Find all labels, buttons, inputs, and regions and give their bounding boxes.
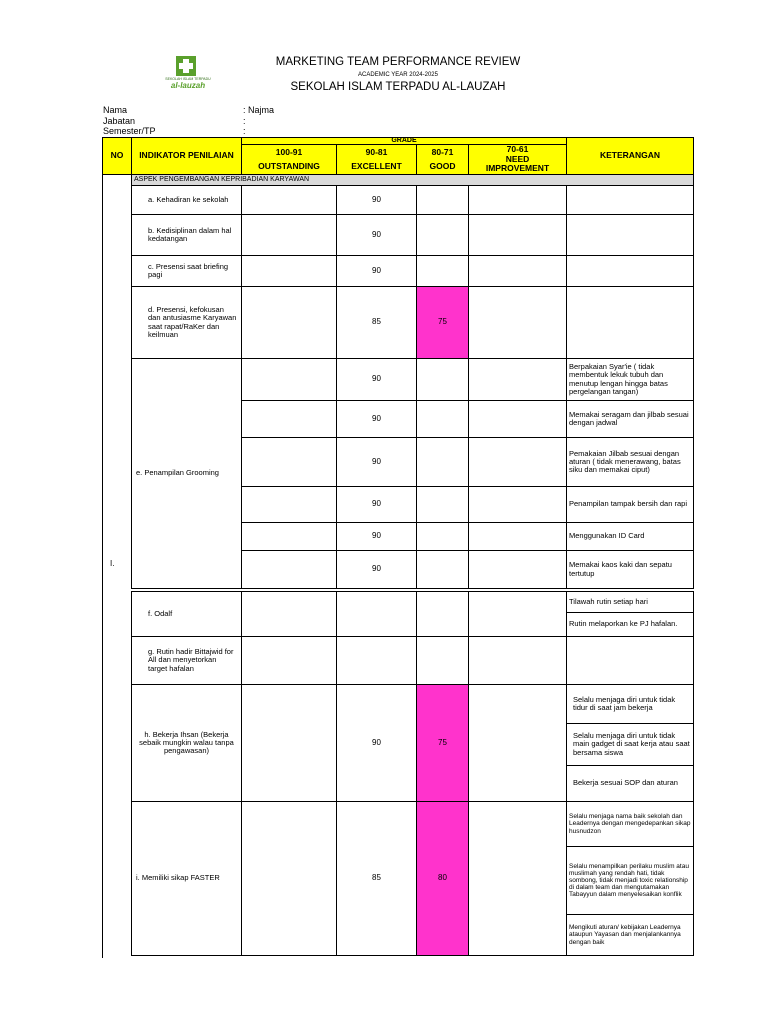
row-a-good bbox=[416, 185, 469, 215]
row-g-label: g. Rutin hadir Bittajwid for All dan menyetorkan target hafalan bbox=[131, 636, 242, 685]
logo-wordmark: al-lauzah bbox=[170, 81, 206, 90]
row-e3-good bbox=[416, 437, 469, 487]
row-c-need-improvement bbox=[468, 255, 567, 287]
row-e1-keterangan: Berpakaian Syar'ie ( tidak membentuk lekuk tubuh dan menutup lengan hingga batas pergelangan tangan) bbox=[566, 358, 694, 401]
row-h-keterangan-1: Selalu menjaga diri untuk tidak tidur di saat jam bekerja bbox=[566, 684, 694, 724]
row-e4-outstanding bbox=[241, 486, 337, 523]
row-e5-keterangan: Menggunakan ID Card bbox=[566, 522, 694, 551]
row-i-excellent: 85 bbox=[336, 801, 417, 956]
grade-label-excellent: EXCELLENT bbox=[351, 160, 402, 171]
header-grade: GRADE bbox=[241, 137, 567, 145]
row-f-keterangan-1: Tilawah rutin setiap hari bbox=[566, 591, 694, 613]
row-d-label: d. Presensi, kefokusan dan antusiasme Karyawan saat rapat/RaKer dan keilmuan bbox=[131, 286, 242, 359]
row-c-outstanding bbox=[241, 255, 337, 287]
grade-label-outstanding: OUTSTANDING bbox=[258, 160, 320, 171]
row-e5-good bbox=[416, 522, 469, 551]
logo-emblem-icon bbox=[176, 56, 196, 76]
row-g-excellent bbox=[336, 636, 417, 685]
no-column-left-border bbox=[102, 174, 103, 958]
row-i-keterangan-1: Selalu menjaga nama baik sekolah dan Leadernya dengan mengedepankan sikap husnudzon bbox=[566, 801, 694, 847]
row-e2-keterangan: Memakai seragam dan jilbab sesuai dengan jadwal bbox=[566, 400, 694, 438]
row-h-excellent: 90 bbox=[336, 684, 417, 802]
row-e1-need-improvement bbox=[468, 358, 567, 401]
header-grade-excellent bbox=[336, 144, 417, 175]
row-b-label: b. Kedisiplinan dalam hal kedatangan bbox=[131, 214, 242, 256]
row-c-label: c. Presensi saat briefing pagi bbox=[131, 255, 242, 287]
row-h-outstanding bbox=[241, 684, 337, 802]
row-g-need-improvement bbox=[468, 636, 567, 685]
row-g-keterangan bbox=[566, 636, 694, 685]
academic-year: ACADEMIC YEAR 2024-2025 bbox=[358, 72, 438, 78]
row-e3-excellent: 90 bbox=[336, 437, 417, 487]
row-e5-outstanding bbox=[241, 522, 337, 551]
row-c-good bbox=[416, 255, 469, 287]
row-f-need-improvement bbox=[468, 591, 567, 637]
row-b-excellent: 90 bbox=[336, 214, 417, 256]
row-d-need-improvement bbox=[468, 286, 567, 359]
row-d-keterangan bbox=[566, 286, 694, 359]
row-c-excellent: 90 bbox=[336, 255, 417, 287]
row-e2-good bbox=[416, 400, 469, 438]
header-no: NO bbox=[102, 137, 132, 175]
row-b-outstanding bbox=[241, 214, 337, 256]
row-h-keterangan-3: Bekerja sesuai SOP dan aturan bbox=[566, 765, 694, 802]
school-logo bbox=[165, 56, 211, 94]
grade-label-need-improvement: NEED IMPROVEMENT bbox=[485, 153, 550, 174]
grade-range-outstanding: 100-91 bbox=[275, 147, 303, 158]
grade-label-good: GOOD bbox=[429, 160, 456, 171]
row-e6-good bbox=[416, 550, 469, 589]
report-title: MARKETING TEAM PERFORMANCE REVIEW bbox=[275, 56, 521, 68]
jabatan-value: : bbox=[243, 116, 246, 126]
grade-range-need-improvement: 70-61 bbox=[506, 144, 529, 155]
school-name: SEKOLAH ISLAM TERPADU AL-LAUZAH bbox=[290, 81, 506, 93]
nama-label: Nama bbox=[103, 105, 128, 115]
row-i-need-improvement bbox=[468, 801, 567, 956]
row-e1-excellent: 90 bbox=[336, 358, 417, 401]
row-e5-need-improvement bbox=[468, 522, 567, 551]
row-e3-need-improvement bbox=[468, 437, 567, 487]
row-i-keterangan-2: Selalu menampilkan perilaku muslim atau muslimah yang rendah hati, tidak sombong, tidak menjadi toxic relationship di dalam team dan mengutamakan Tabayyun dalam menyelesaikan konflik bbox=[566, 846, 694, 915]
nama-value: : Najma bbox=[243, 105, 275, 115]
header-indikator: INDIKATOR PENILAIAN bbox=[131, 137, 242, 175]
grade-range-good: 80-71 bbox=[431, 147, 454, 158]
row-f-excellent bbox=[336, 591, 417, 637]
header-grade-need-improvement bbox=[468, 144, 567, 175]
row-e1-good bbox=[416, 358, 469, 401]
row-a-label: a. Kehadiran ke sekolah bbox=[131, 185, 242, 215]
row-g-good bbox=[416, 636, 469, 685]
row-e4-need-improvement bbox=[468, 486, 567, 523]
header-keterangan: KETERANGAN bbox=[566, 137, 694, 175]
row-e2-need-improvement bbox=[468, 400, 567, 438]
row-h-need-improvement bbox=[468, 684, 567, 802]
jabatan-label: Jabatan bbox=[103, 116, 136, 126]
row-a-excellent: 90 bbox=[336, 185, 417, 215]
row-e6-excellent: 90 bbox=[336, 550, 417, 589]
row-e2-excellent: 90 bbox=[336, 400, 417, 438]
row-e6-outstanding bbox=[241, 550, 337, 589]
row-e5-excellent: 90 bbox=[336, 522, 417, 551]
section-number: I. bbox=[110, 559, 115, 568]
row-e3-outstanding bbox=[241, 437, 337, 487]
row-e6-keterangan: Memakai kaos kaki dan sepatu tertutup bbox=[566, 550, 694, 589]
row-f-keterangan-2: Rutin melaporkan ke PJ hafalan. bbox=[566, 612, 694, 637]
row-c-keterangan bbox=[566, 255, 694, 287]
row-i-keterangan-3: Mengikuti aturan/ kebijakan Leadernya ataupun Yayasan dan menjalankannya dengan baik bbox=[566, 914, 694, 956]
row-e1-outstanding bbox=[241, 358, 337, 401]
row-e3-keterangan: Pemakaian Jilbab sesuai dengan aturan ( tidak menerawang, batas siku dan memakai ciput) bbox=[566, 437, 694, 487]
row-a-outstanding bbox=[241, 185, 337, 215]
row-e4-excellent: 90 bbox=[336, 486, 417, 523]
semester-value: : bbox=[243, 126, 246, 136]
row-f-good bbox=[416, 591, 469, 637]
row-e6-need-improvement bbox=[468, 550, 567, 589]
row-f-outstanding bbox=[241, 591, 337, 637]
row-a-keterangan bbox=[566, 185, 694, 215]
row-d-good: 75 bbox=[416, 286, 469, 359]
row-b-keterangan bbox=[566, 214, 694, 256]
header-grade-good bbox=[416, 144, 469, 175]
logo-subtext: SEKOLAH ISLAM TERPADU bbox=[165, 77, 211, 81]
row-h-good: 75 bbox=[416, 684, 469, 802]
row-a-need-improvement bbox=[468, 185, 567, 215]
row-e4-keterangan: Penampilan tampak bersih dan rapi bbox=[566, 486, 694, 523]
section-title: ASPEK PENGEMBANGAN KEPRIBADIAN KARYAWAN bbox=[131, 174, 694, 186]
row-b-good bbox=[416, 214, 469, 256]
row-h-keterangan-2: Selalu menjaga diri untuk tidak main gadget di saat kerja atau saat bersama siswa bbox=[566, 723, 694, 766]
row-e-label: e. Penampilan Grooming bbox=[131, 358, 242, 589]
semester-label: Semester/TP bbox=[103, 126, 156, 136]
grade-range-excellent: 90-81 bbox=[365, 147, 388, 158]
row-f-label: f. Odalf bbox=[131, 591, 242, 637]
row-e4-good bbox=[416, 486, 469, 523]
row-i-outstanding bbox=[241, 801, 337, 956]
row-i-label: i. Memiliki sikap FASTER bbox=[131, 801, 242, 956]
row-d-excellent: 85 bbox=[336, 286, 417, 359]
row-b-need-improvement bbox=[468, 214, 567, 256]
row-i-good: 80 bbox=[416, 801, 469, 956]
row-g-outstanding bbox=[241, 636, 337, 685]
header-grade-outstanding bbox=[241, 144, 337, 175]
row-h-label: h. Bekerja Ihsan (Bekerja sebaik mungkin walau tanpa pengawasan) bbox=[131, 684, 242, 802]
row-e2-outstanding bbox=[241, 400, 337, 438]
row-d-outstanding bbox=[241, 286, 337, 359]
